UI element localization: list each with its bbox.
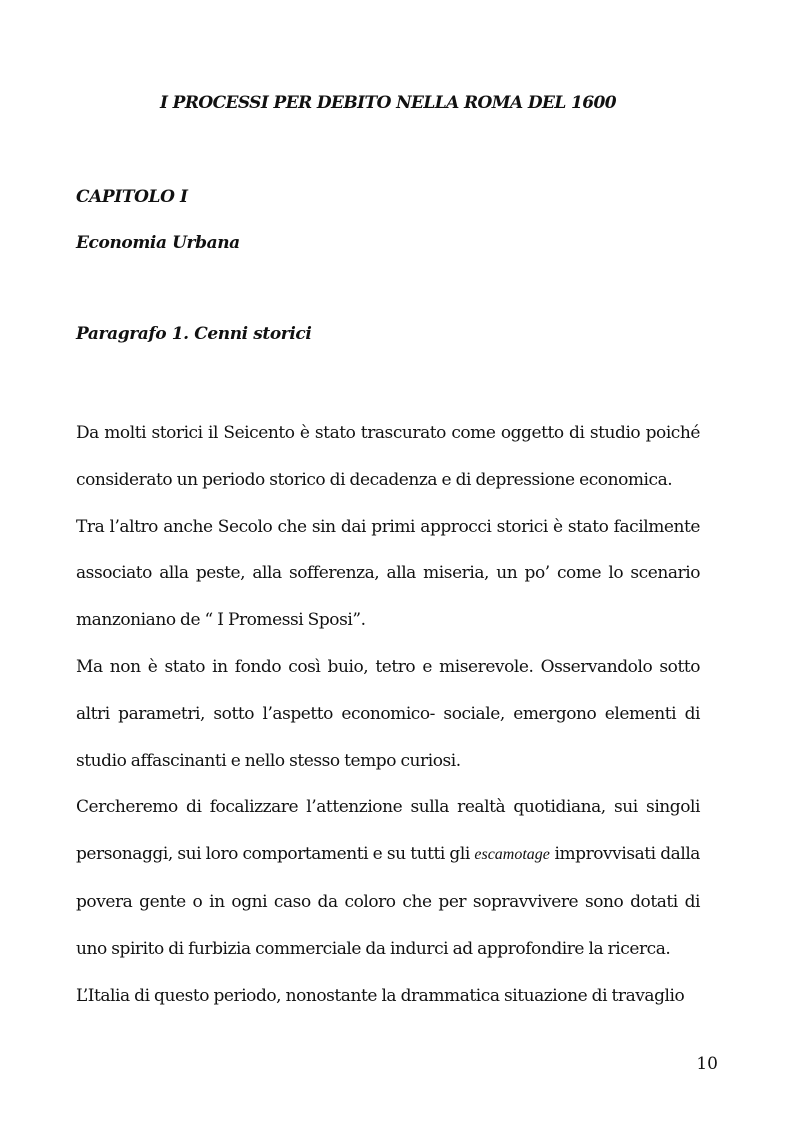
body-text <box>76 410 700 1019</box>
paragraph-text: Cercheremo di focalizzare l’attenzione sulla realtà quotidiana, sui singoli personaggi, sui loro comportamenti e su tutti gli <box>76 797 700 865</box>
paragraph: Ma non è stato in fondo così buio, tetro e miserevole. Osservandolo sotto altri parametri, sotto l’aspetto economico- sociale, emergono elementi di studio affascinanti e nello stesso tempo curiosi. <box>76 656 700 771</box>
chapter-heading: CAPITOLO I <box>76 187 188 207</box>
emphasized-term: escamotage <box>474 846 550 864</box>
section-heading: Paragrafo 1. Cenni storici <box>76 324 312 344</box>
paragraph <box>76 784 700 972</box>
paragraph: Tra l’altro anche Secolo che sin dai primi approcci storici è stato facilmente associato alla peste, alla sofferenza, alla miseria, un po’ come lo scenario manzoniano de “ I Promessi Sposi”. <box>76 516 700 631</box>
page-number: 10 <box>696 1054 718 1074</box>
document-title: I PROCESSI PER DEBITO NELLA ROMA DEL 1600 <box>160 93 616 113</box>
paragraph: Da molti storici il Seicento è stato trascurato come oggetto di studio poiché considerato un periodo storico di decadenza e di depressione economica. <box>76 423 700 490</box>
chapter-subtitle: Economia Urbana <box>76 233 240 253</box>
paragraph-text: improvvisati dalla povera gente o in ogni caso da coloro che per sopravvivere sono dotati di uno spirito di furbizia commerciale da indurci ad approfondire la ricerca. <box>76 844 700 959</box>
paragraph: L’Italia di questo periodo, nonostante la drammatica situazione di travaglio <box>76 985 685 1006</box>
